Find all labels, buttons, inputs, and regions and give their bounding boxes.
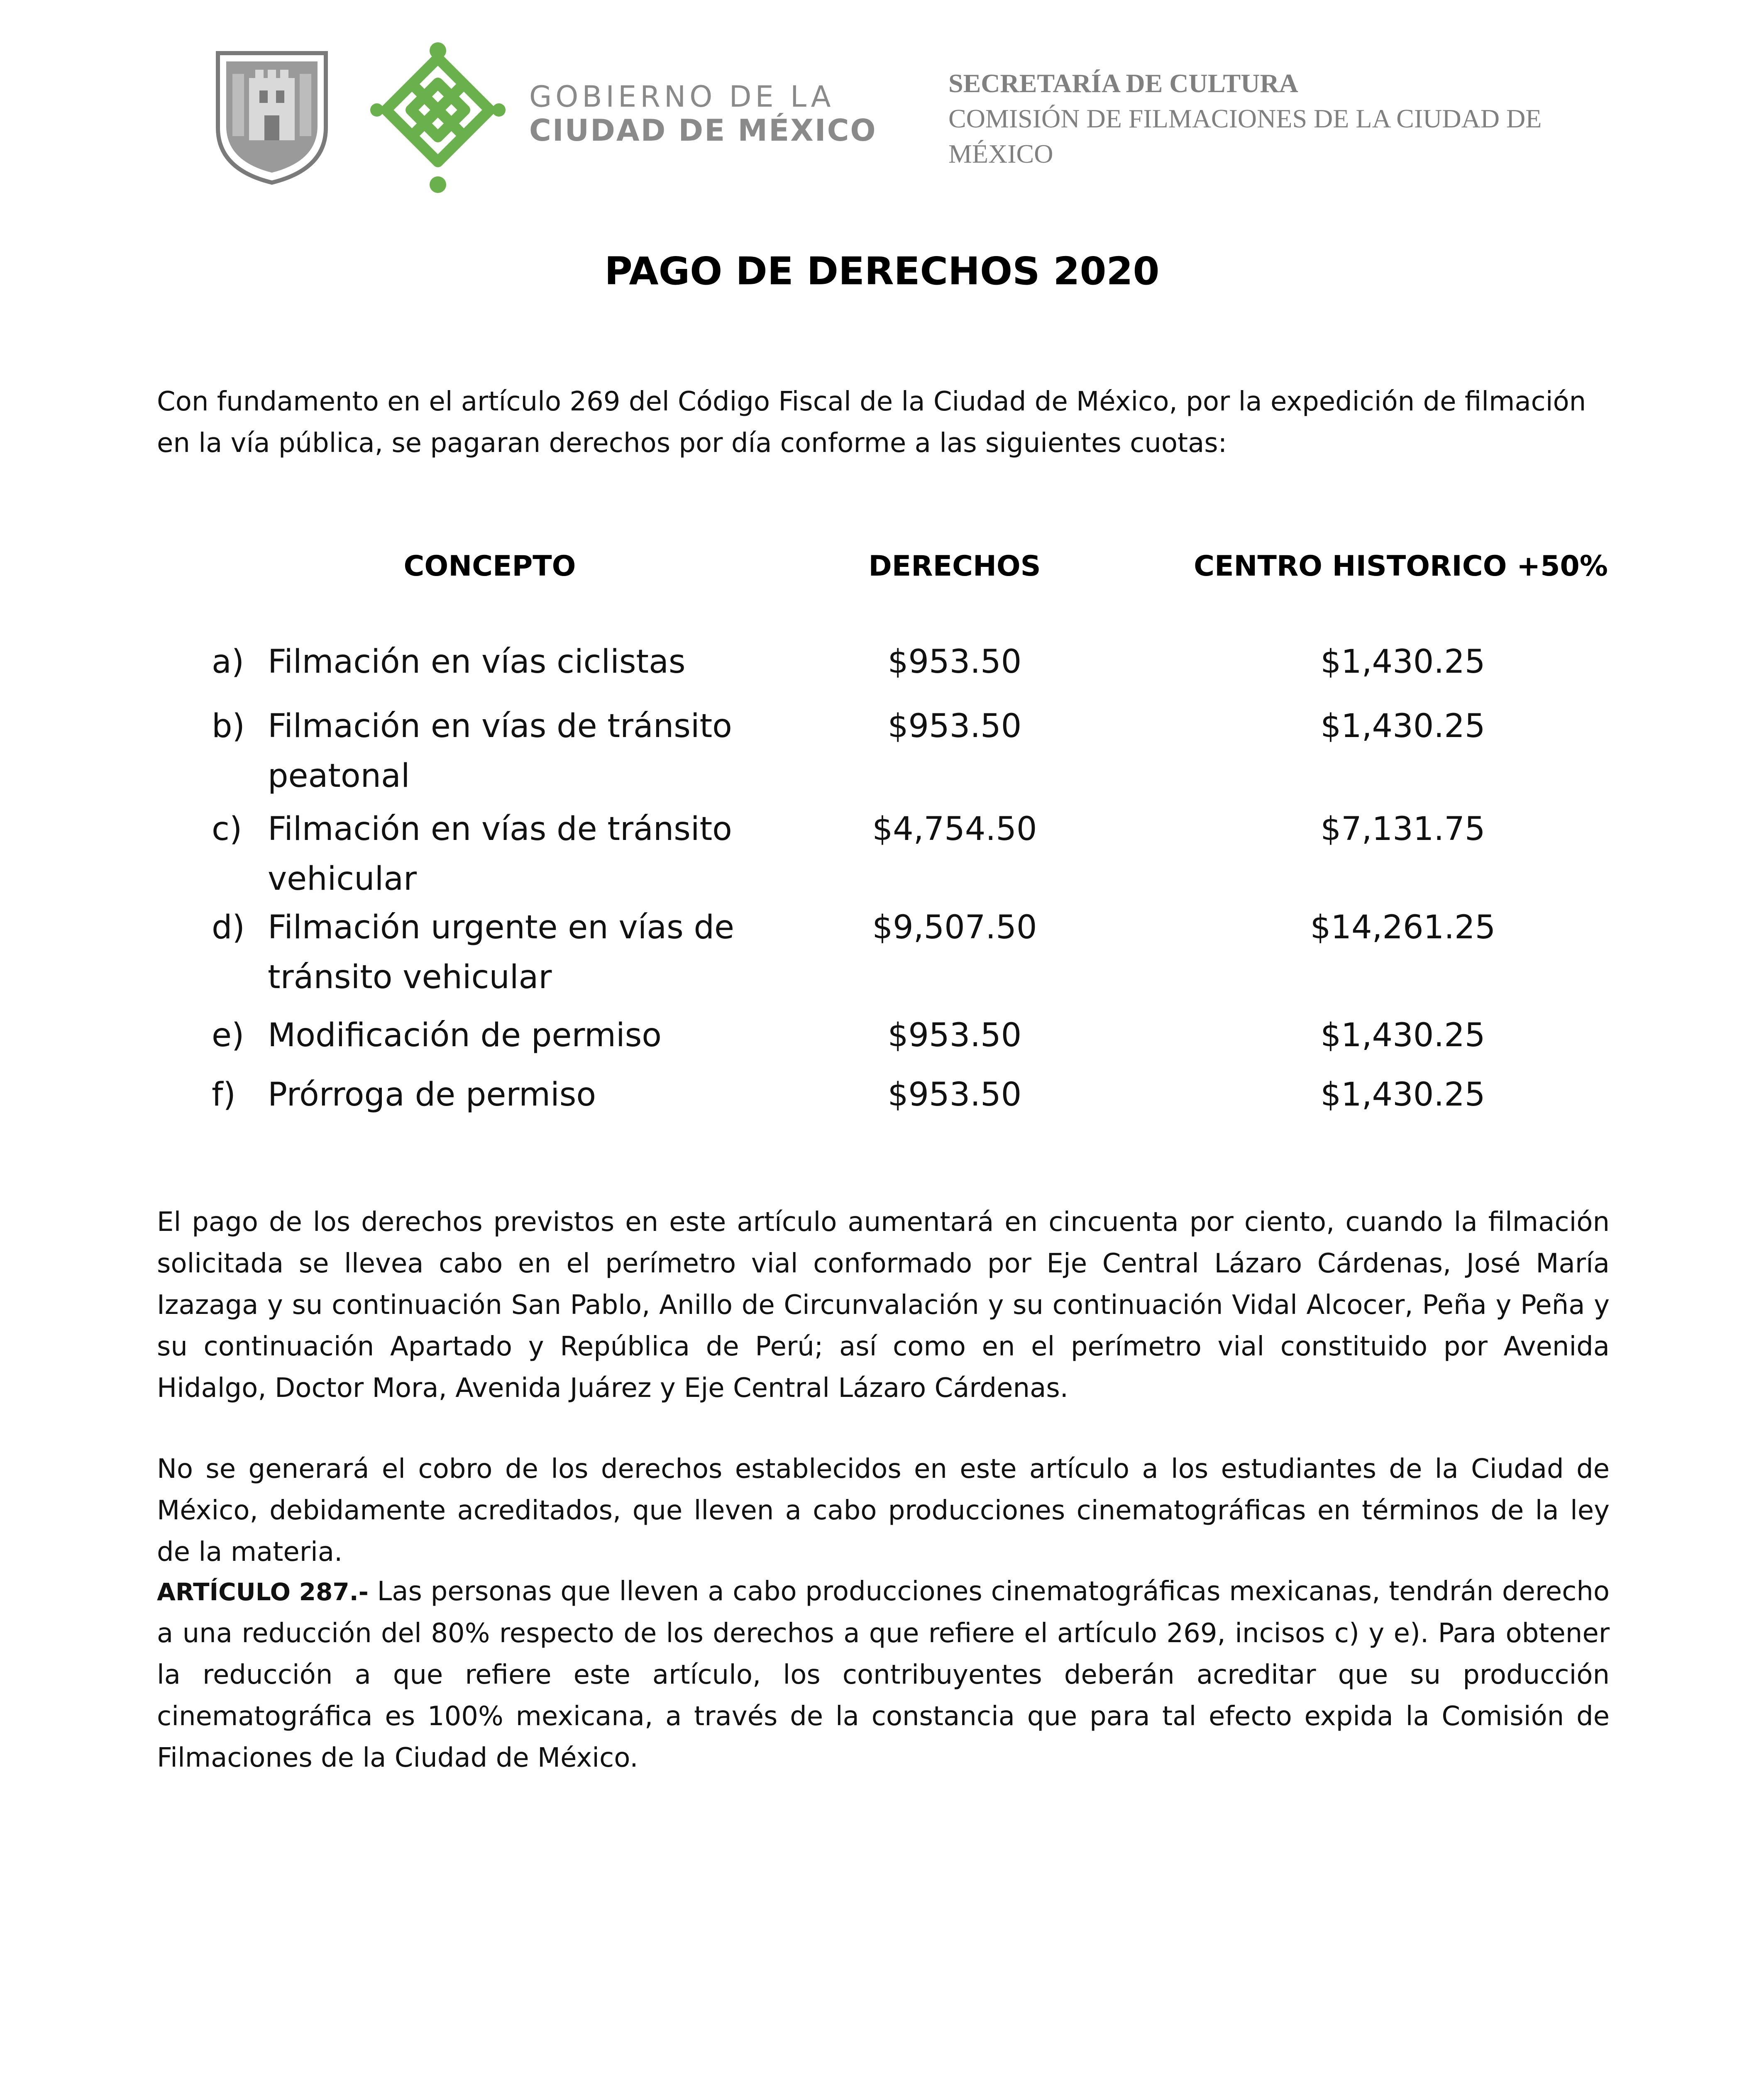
row-centro: $1,430.25: [1320, 643, 1485, 681]
row-concept: Filmación urgente en vías de tránsito vehicular: [268, 909, 735, 996]
comision-line1: COMISIÓN DE FILMACIONES DE LA CIUDAD DE: [948, 104, 1542, 133]
row-derechos: $953.50: [887, 708, 1022, 745]
comision-line2: MÉXICO: [948, 139, 1053, 168]
row-letter: b): [212, 708, 245, 745]
paragraph-students: No se generará el cobro de los derechos establecidos en este artículo a los estudiantes de la Ciudad de México, debidamente acreditados, que lleven a cabo producciones cinematográficas en términos de la ley de la materia.: [157, 1454, 1610, 1567]
paragraph-article-287: [157, 1571, 1610, 1779]
row-letter: e): [212, 1017, 244, 1054]
page-title: PAGO DE DERECHOS 2020: [604, 249, 1160, 293]
row-concept: Filmación en vías de tránsito peatonal: [268, 708, 732, 795]
header-concepto: CONCEPTO: [403, 550, 576, 583]
secretaria-title: SECRETARÍA DE CULTURA: [948, 68, 1298, 98]
row-derechos: $953.50: [887, 1076, 1022, 1113]
row-letter: f): [212, 1076, 236, 1113]
row-concept: Filmación en vías ciclistas: [268, 643, 686, 681]
row-derechos: $4,754.50: [872, 810, 1037, 848]
coat-of-arms-icon: [214, 49, 330, 186]
row-derechos: $9,507.50: [872, 909, 1037, 946]
row-centro: $1,430.25: [1320, 1017, 1485, 1054]
secretaria-header: [948, 66, 1633, 171]
row-derechos: $953.50: [887, 1017, 1022, 1054]
row-letter: a): [212, 643, 244, 681]
header-derechos: DERECHOS: [868, 550, 1041, 583]
row-concept: Prórroga de permiso: [268, 1076, 596, 1113]
intro-paragraph: Con fundamento en el artículo 269 del Código Fiscal de la Ciudad de México, por la expedición de filmación en la vía pública, se pagaran derechos por día conforme a las siguientes cuotas:: [157, 386, 1586, 459]
government-logo-line2: CIUDAD DE MÉXICO: [529, 113, 877, 148]
row-letter: d): [212, 909, 245, 946]
row-centro: $14,261.25: [1310, 909, 1496, 946]
row-letter: c): [212, 810, 242, 848]
row-centro: $7,131.75: [1320, 810, 1485, 848]
row-centro: $1,430.25: [1320, 1076, 1485, 1113]
paragraph-surcharge: El pago de los derechos previstos en este artículo aumentará en cincuenta por ciento, cuando la filmación solicitada se llevea cabo en el perímetro vial conformado por Eje Central Lázaro Cárdenas, José María Izazaga y su continuación San Pablo, Anillo de Circunvalación y su continuación Vidal Alcocer, Peña y Peña y su continuación Apartado y República de Perú; así como en el perímetro vial constituido por Avenida Hidalgo, Doctor Mora, Avenida Juárez y Eje Central Lázaro Cárdenas.: [157, 1207, 1610, 1404]
cdmx-logo-icon: [369, 42, 506, 195]
row-centro: $1,430.25: [1320, 708, 1485, 745]
government-logo-line1: GOBIERNO DE LA: [529, 80, 835, 114]
header-centro-historico: CENTRO HISTORICO +50%: [1194, 550, 1608, 583]
row-concept: Modificación de permiso: [268, 1017, 662, 1054]
row-concept: Filmación en vías de tránsito vehicular: [268, 810, 732, 898]
row-derechos: $953.50: [887, 643, 1022, 681]
article-label: ARTÍCULO 287.-: [157, 1578, 369, 1606]
article-text: Las personas que lleven a cabo producciones cinematográficas mexicanas, tendrán derecho a una reducción del 80% respecto de los derechos a que refiere el artículo 269, incisos c) y e). Para obtener la reducción a que refiere este artículo, los contribuyentes deberán acreditar que su producción cinematográfica es 100% mexicana, a través de la constancia que para tal efecto expida la Comisión de Filmaciones de la Ciudad de México.: [157, 1576, 1610, 1773]
